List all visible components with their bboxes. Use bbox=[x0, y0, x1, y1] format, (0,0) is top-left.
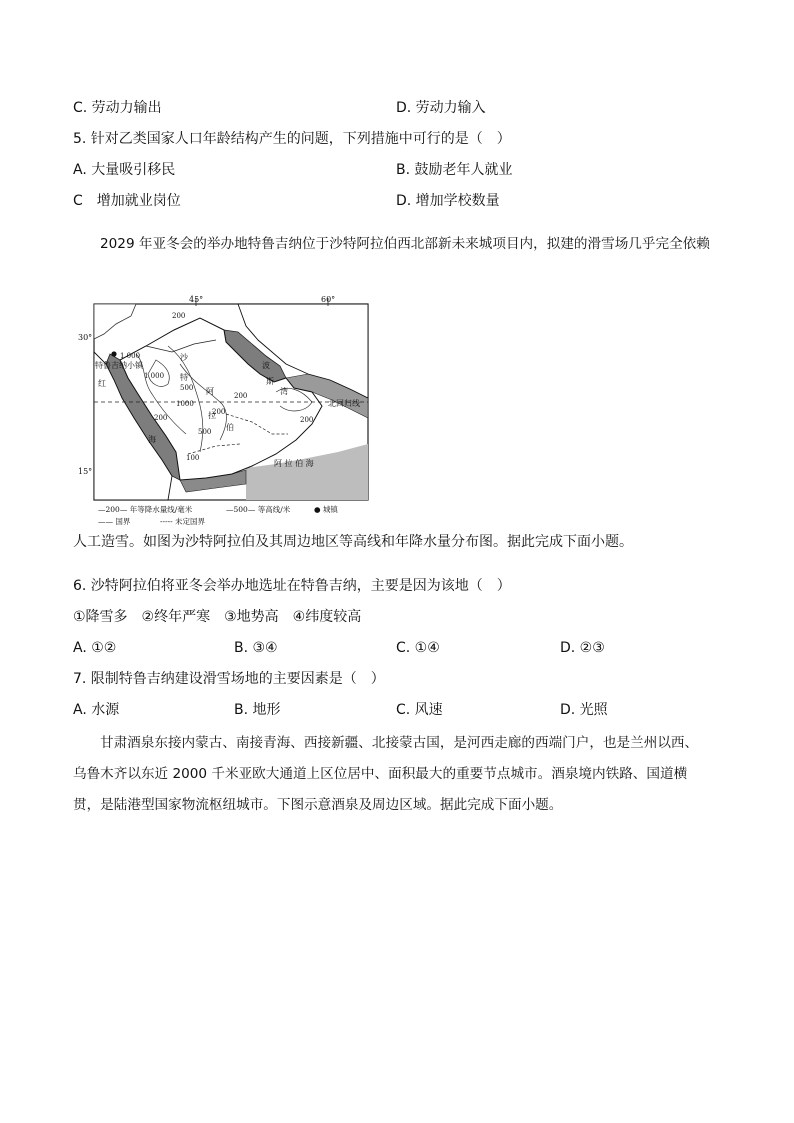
passage-1-line-1: 2029 年亚冬会的举办地特鲁吉纳位于沙特阿拉伯西北部新未来城项目内，拟建的滑雪场几乎完全依赖 bbox=[100, 236, 710, 252]
legend-city: ● 城镇 bbox=[314, 505, 338, 514]
option-a-q7: A. 水源 bbox=[73, 702, 120, 718]
option-c-q4: C. 劳动力输出 bbox=[73, 100, 162, 116]
passage-2-line-1: 甘肃酒泉东接内蒙古、南接青海、西接新疆、北接蒙古国，是河西走廊的西端门户，也是兰州以西、 bbox=[100, 735, 699, 751]
saudi-arabia-map bbox=[76, 294, 376, 530]
lon-45-label: 45° bbox=[189, 295, 204, 304]
tropic-label: 北回归线 bbox=[328, 399, 360, 408]
contour-label-1000c: 1000 bbox=[176, 400, 194, 408]
red-sea-label-1: 红 bbox=[98, 379, 106, 388]
option-d-q6: D. ②③ bbox=[560, 640, 605, 656]
option-c-q7: C. 风速 bbox=[396, 702, 443, 718]
lon-60-label: 60° bbox=[321, 295, 336, 304]
lat-15-label: 15° bbox=[78, 467, 93, 476]
passage-2-line-3: 贯，是陆港型国家物流枢纽城市。下图示意酒泉及周边区域。据此完成下面小题。 bbox=[73, 797, 563, 813]
option-b-q6: B. ③④ bbox=[234, 640, 278, 656]
option-a-q6: A. ①② bbox=[73, 640, 117, 656]
persian-gulf-label-3: 湾 bbox=[280, 387, 288, 396]
persian-gulf-label-1: 波 bbox=[262, 361, 270, 370]
city-label: 特鲁吉纳小镇 bbox=[95, 361, 143, 370]
contour-label-500b: 500 bbox=[180, 384, 194, 392]
saudi-label-2: 特 bbox=[180, 373, 188, 382]
option-d-q5: D. 增加学校数量 bbox=[396, 193, 500, 209]
option-b-q7: B. 地形 bbox=[234, 702, 281, 718]
legend-contour: —500— 等高线/米 bbox=[226, 505, 291, 514]
option-d-q7: D. 光照 bbox=[560, 702, 608, 718]
legend-border: —— 国界 bbox=[98, 517, 131, 526]
contour-label-1000b: 1 000 bbox=[144, 372, 165, 380]
option-c-q5: C 增加就业岗位 bbox=[73, 193, 181, 209]
option-d-q4: D. 劳动力输入 bbox=[396, 100, 486, 116]
red-sea-label-2: 海 bbox=[148, 435, 156, 444]
contour-label-1000a: 1 000 bbox=[120, 352, 141, 360]
contour-label-200c: 200 bbox=[212, 408, 226, 416]
contour-label-100: 100 bbox=[186, 454, 200, 462]
question-6-items: ①降雪多 ②终年严寒 ③地势高 ④纬度较高 bbox=[73, 609, 362, 625]
saudi-label-3: 阿 bbox=[206, 387, 214, 396]
contour-label-500a: 500 bbox=[198, 428, 212, 436]
persian-gulf-label-2: 斯 bbox=[266, 377, 274, 386]
contour-label-200e: 200 bbox=[300, 416, 314, 424]
contour-label-200a: 200 bbox=[172, 312, 186, 320]
passage-2-line-2: 乌鲁木齐以东近 2000 千米亚欧大通道上区位居中、面积最大的重要节点城市。酒泉境内铁路、国道横 bbox=[73, 766, 688, 782]
option-a-q5: A. 大量吸引移民 bbox=[73, 162, 176, 178]
contour-label-200d: 200 bbox=[234, 392, 248, 400]
question-5-stem: 5. 针对乙类国家人口年龄结构产生的问题，下列措施中可行的是（ ） bbox=[73, 131, 511, 147]
option-b-q5: B. 鼓励老年人就业 bbox=[396, 162, 513, 178]
lat-30-label: 30° bbox=[78, 333, 93, 342]
saudi-label-5: 伯 bbox=[226, 423, 234, 432]
contour-label-200b: 200 bbox=[154, 414, 168, 422]
legend-undetermined: ----- 未定国界 bbox=[160, 517, 206, 526]
legend-precip: —200— 年等降水量线/毫米 bbox=[98, 505, 193, 514]
option-c-q6: C. ①④ bbox=[396, 640, 440, 656]
question-6-stem: 6. 沙特阿拉伯将亚冬会举办地选址在特鲁吉纳，主要是因为该地（ ） bbox=[73, 578, 511, 594]
saudi-label-1: 沙 bbox=[180, 353, 188, 362]
city-dot bbox=[111, 351, 116, 356]
arabian-sea-label: 阿 拉 伯 海 bbox=[274, 459, 314, 468]
question-7-stem: 7. 限制特鲁吉纳建设滑雪场地的主要因素是（ ） bbox=[73, 671, 385, 687]
passage-1-line-2: 人工造雪。如图为沙特阿拉伯及其周边地区等高线和年降水量分布图。据此完成下面小题。 bbox=[73, 534, 633, 550]
saudi-label-4: 拉 bbox=[208, 411, 216, 420]
